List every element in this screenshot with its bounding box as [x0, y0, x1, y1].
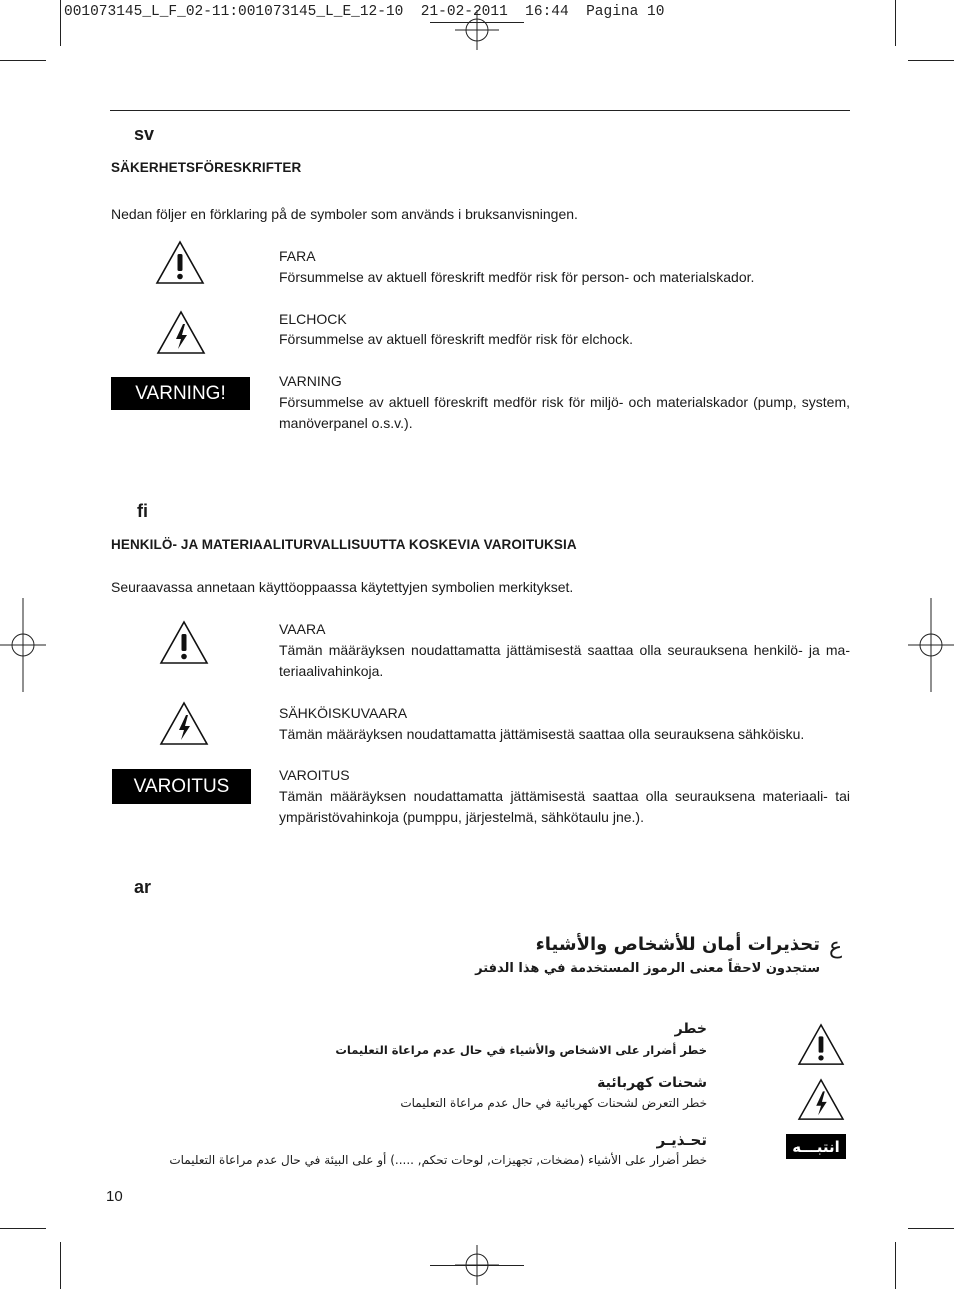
fi-item-2-title: SÄHKÖISKUVAARA [279, 705, 408, 721]
warning-banner: VAROITUS [112, 769, 251, 804]
warning-triangle-icon [797, 1023, 845, 1066]
page-number: 10 [106, 1188, 123, 1205]
registration-mark-icon [455, 1245, 499, 1285]
fi-item-2-text: Tämän määräyksen noudattamatta jättämisestä saattaa olla seurauksena sähköisku. [279, 726, 805, 742]
ar-letter: ع [829, 934, 843, 959]
ar-heading: تحذيرات أمان للأشخاص والأشياء [535, 934, 820, 955]
sv-item-2-text: Försummelse av aktuell föreskrift medför risk för elchock. [279, 331, 633, 347]
print-header-line: 001073145_L_F_02-11:001073145_L_E_12-10 21-02-2011 16:44 Pagina 10 [64, 4, 665, 20]
fi-intro: Seuraavassa annetaan käyttöoppaassa käytettyjen symbolien merkitykset. [111, 579, 574, 595]
sv-heading: SÄKERHETSFÖRESKRIFTER [111, 160, 302, 175]
sv-item-3-text: Försummelse av aktuell föreskrift medför risk för miljö- och materialskador (pump, system, manöverpanel o.s.v.). [279, 394, 850, 431]
ar-item-3-text: خطر أضرار على الأشياء (مضخات, تجهيزات, لوحات تحكم, .....) أو على البيئة في حال عدم مراعاة التعليمات [169, 1153, 707, 1167]
warning-triangle-icon [159, 620, 209, 665]
sv-intro: Nedan följer en förklaring på de symboler som används i bruksanvisningen. [111, 206, 578, 222]
lang-code-ar: ar [134, 877, 152, 897]
lang-code-fi: fi [137, 501, 148, 521]
top-rule [110, 110, 850, 111]
warning-banner: VARNING! [111, 377, 250, 410]
warning-banner: انتبـــه [786, 1134, 846, 1159]
registration-mark-icon [0, 598, 46, 692]
warning-triangle-icon [155, 240, 205, 285]
ar-item-1-text: خطر أضرار على الاشخاص والأشياء في حال عدم مراعاة التعليمات [335, 1043, 707, 1057]
fi-item-3-text: Tämän määräyksen noudattamatta jättämisestä saattaa olla seurauksena materiaali- tai ympäristövahinkoja (pumppu, järjestelmä, sähkötaulu jne.). [279, 788, 850, 825]
fi-item-3-title: VAROITUS [279, 767, 350, 783]
electric-shock-triangle-icon [797, 1078, 845, 1121]
fi-heading: HENKILÖ- JA MATERIAALITURVALLISUUTTA KOSKEVIA VAROITUKSIA [111, 537, 577, 552]
sv-item-1-title: FARA [279, 248, 316, 264]
ar-subheading: ستجدون لاحقاً معنى الرموز المستخدمة في هذا الدفتر [475, 961, 820, 976]
sv-item-1-text: Försummelse av aktuell föreskrift medför risk för person- och materialskador. [279, 269, 755, 285]
ar-item-2-text: خطر التعرض لشحنات كهربائية في حال عدم مراعاة التعليمات [400, 1096, 707, 1110]
sv-item-2-title: ELCHOCK [279, 311, 347, 327]
electric-shock-triangle-icon [159, 701, 209, 746]
lang-code-sv: sv [134, 124, 155, 144]
registration-mark-icon [908, 598, 954, 692]
ar-item-3-title: تحـذيـر [656, 1131, 707, 1149]
ar-item-2-title: شحنات كهربائية [597, 1075, 707, 1091]
fi-item-1-text: Tämän määräyksen noudattamatta jättämisestä saattaa olla seurauksena henkilö- ja ma-teriaalivahinkoja. [279, 642, 850, 679]
electric-shock-triangle-icon [156, 310, 206, 355]
fi-item-1-title: VAARA [279, 621, 326, 637]
ar-item-1-title: خطر [674, 1021, 707, 1037]
sv-item-3-title: VARNING [279, 373, 342, 389]
